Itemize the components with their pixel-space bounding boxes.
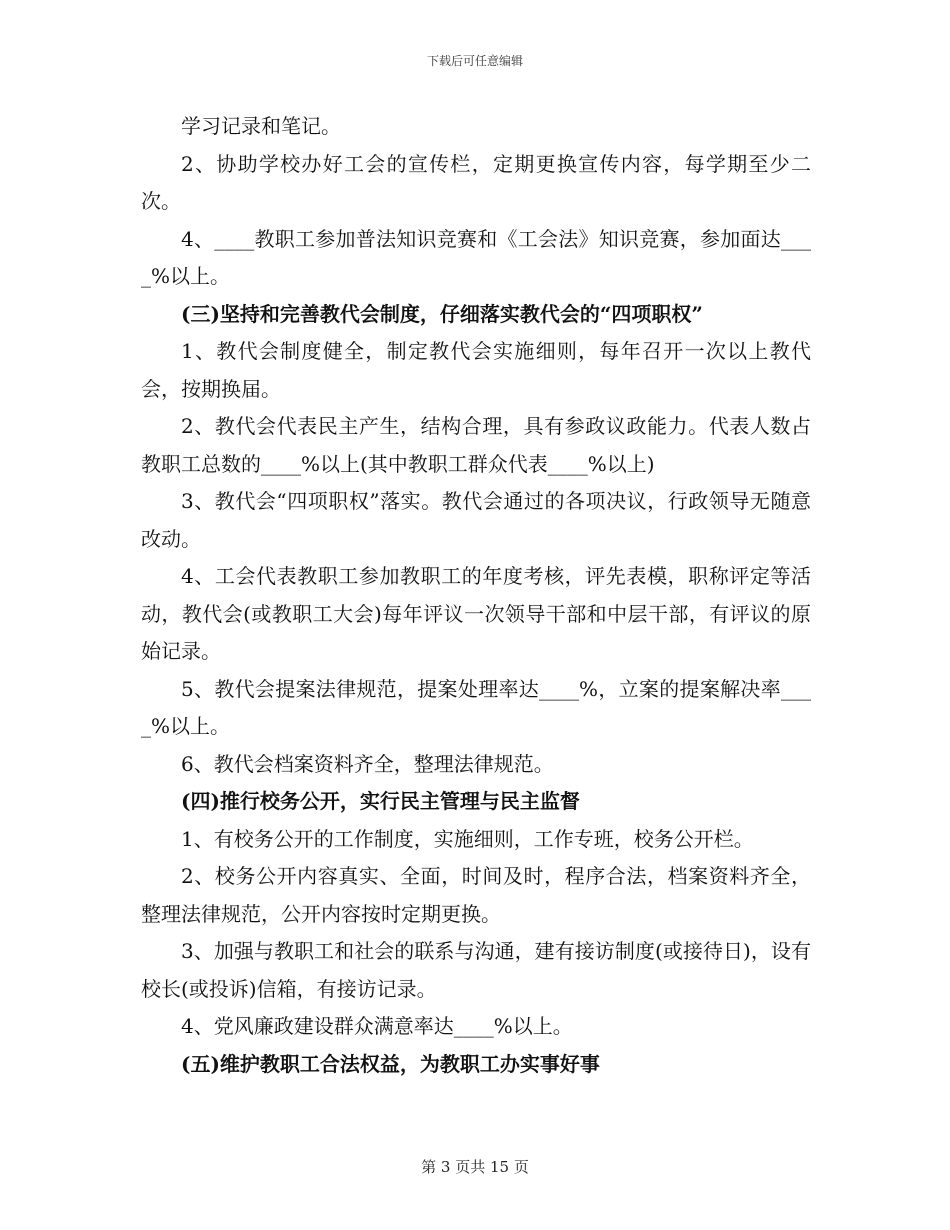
list-item: 4、____教职工参加普法知识竞赛和《工会法》知识竞赛，参加面达____%以上。	[141, 226, 811, 288]
paragraph: 学习记录和笔记。	[181, 114, 341, 138]
list-item: 2、协助学校办好工会的宣传栏，定期更换宣传内容，每学期至少二次。	[141, 151, 811, 213]
list-item: 3、教代会“四项职权”落实。教代会通过的各项决议，行政领导无随意改动。	[141, 489, 811, 551]
list-item: 3、加强与教职工和社会的联系与沟通，建有接访制度(或接待日)，设有校长(或投诉)信箱，有接访记录。	[141, 939, 811, 1001]
list-item: 4、党风廉政建设群众满意率达____%以上。	[181, 1014, 573, 1038]
list-item: 2、校务公开内容真实、全面，时间及时，程序合法，档案资料齐全，整理法律规范，公开内容按时定期更换。	[141, 864, 811, 926]
list-item: 1、教代会制度健全，制定教代会实施细则，每年召开一次以上教代会，按期换届。	[141, 339, 811, 401]
list-item: 1、有校务公开的工作制度，实施细则，工作专班，校务公开栏。	[181, 826, 754, 851]
document-body	[141, 108, 811, 1083]
header-note: 下载后可任意编辑	[426, 54, 523, 68]
page-footer: 第 3 页共 15 页	[421, 1158, 529, 1176]
list-item: 2、教代会代表民主产生，结构合理，具有参政议政能力。代表人数占教职工总数的____%以上(其中教职工群众代表____%以上)	[141, 414, 811, 476]
section-heading: (五)维护教职工合法权益，为教职工办实事好事	[181, 1051, 600, 1076]
section-heading: (四)推行校务公开，实行民主管理与民主监督	[181, 789, 580, 813]
list-item: 5、教代会提案法律规范，提案处理率达____%，立案的提案解决率____%以上。	[141, 676, 811, 738]
list-item: 6、教代会档案资料齐全，整理法律规范。	[181, 751, 554, 776]
section-heading: (三)坚持和完善教代会制度，仔细落实教代会的“四项职权”	[181, 301, 703, 326]
list-item: 4、工会代表教职工参加教职工的年度考核，评先表模，职称评定等活动，教代会(或教职工大会)每年评议一次领导干部和中层干部，有评议的原始记录。	[141, 564, 811, 663]
